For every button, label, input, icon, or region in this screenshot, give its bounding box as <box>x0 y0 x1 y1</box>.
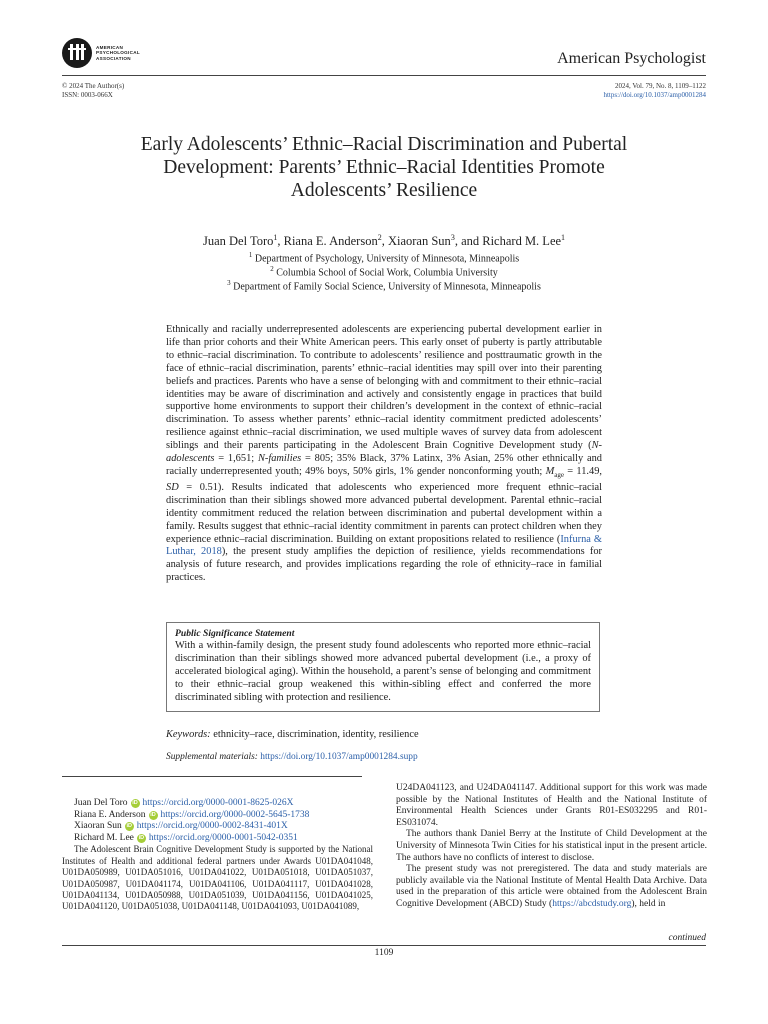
orcid-entry: Juan Del Toro iD https://orcid.org/0000-0001-8625-026X <box>74 798 294 808</box>
funding-note: The Adolescent Brain Cognitive Development Study is supported by the National Institutes of Health and additional federal partners under Awards U01DA041048, U01DA050989, U01DA051016, U01DA041022, U01DA051018, U01DA051037, U01DA050987, U01DA041174, U01DA041106, U01DA041117, U01DA041028, U01DA041134, U01DA050988, U01DA051039, U01DA041156, U01DA041025, U01DA041120, U01DA051038, U01DA041148, U01DA041093, U01DA041089, <box>62 844 373 912</box>
apa-logo-text: AMERICAN PSYCHOLOGICAL ASSOCIATION <box>96 44 140 61</box>
affiliation: $^1$ Department of Psychology, University of Minnesota, Minneapolis <box>248 251 520 265</box>
citation-link[interactable]: Infurna & Luthar, 2018 <box>166 533 602 558</box>
orcid-entry: Riana E. Anderson iD https://orcid.org/0000-0002-5645-1738 <box>74 809 310 820</box>
affiliation: $^2$ Columbia School of Social Work, Columbia University <box>270 265 498 279</box>
author: Richard M. Lee <box>482 234 562 249</box>
acknowledgment-note: The authors thank Daniel Berry at the Institute of Child Development at the University of Minnesota Twin Cities for his statistical input in the present article. The authors have no conflicts of interest to disclose. <box>396 829 707 863</box>
page-number: 1109 <box>374 948 394 958</box>
orcid-icon: iD <box>138 835 145 842</box>
orcid-icon: iD <box>132 800 138 807</box>
issn: ISSN: 0003-066X <box>62 90 113 99</box>
apa-logo <box>62 38 140 68</box>
orcid-entry: Xiaoran Sun iD https://orcid.org/0000-0002-8431-401X <box>74 821 288 832</box>
supplemental-materials: Supplemental materials: https://doi.org/10.1037/amp0001284.supp <box>166 752 418 762</box>
public-significance-heading: Public Significance Statement <box>175 628 295 639</box>
article-title: Early Adolescents’ Ethnic–Racial Discrimination and Pubertal Development: Parents’ Ethnic–Racial Identities Promote Adolescents’ Resilience <box>140 134 628 201</box>
keywords: Keywords: ethnicity–race, discrimination, identity, resilience <box>166 729 419 740</box>
continued-marker: continued <box>668 933 706 943</box>
affiliation: $^3$ Department of Family Social Science, University of Minnesota, Minneapolis <box>227 279 541 293</box>
volume-info: 2024, Vol. 79, No. 8, 1109–1122 <box>614 82 706 90</box>
footnote-divider <box>62 776 362 777</box>
data-availability-note: The present study was not preregistered. The data and study materials are publicly available via the National Institute of Mental Health Data Archive. Data used in the preparation of this article were obtained from the Adolescent Brain Cognitive Development (ABCD) Study (https://abcdstudy.org), held in <box>396 864 707 909</box>
author-list: Juan Del Toro$^1$, Riana E. Anderson$^2$, Xiaoran Sun$^3$, and Richard M. Lee$^1$ <box>202 233 566 249</box>
author-note-right <box>396 783 707 911</box>
public-significance-body: With a within-family design, the present study found adolescents who reported more ethnic–racial discrimination than their siblings showed more advanced pubertal development (i.e., a proxy of accelerated biological aging). Within the household, a parent’s sense of belonging and commitment to their ethnic–racial group weakened this within-sibling effect and conferred the more discriminated sibling with protection and resilience. <box>175 640 591 703</box>
author: Riana E. Anderson <box>283 234 378 249</box>
author: Xiaoran Sun <box>387 234 451 249</box>
orcid-entry: Richard M. Lee iD https://orcid.org/0000-0001-5042-0351 <box>74 832 298 843</box>
journal-name: American Psychologist <box>557 50 706 67</box>
copyright-block <box>62 82 124 99</box>
orcid-link[interactable]: https://orcid.org/0000-0002-5645-1738 <box>160 809 310 820</box>
header-divider <box>62 75 706 76</box>
volume-block <box>603 82 706 99</box>
apa-logo-icon <box>62 38 92 68</box>
orcid-link[interactable]: https://orcid.org/0000-0001-5042-0351 <box>148 832 298 843</box>
abcd-study-link[interactable]: https://abcdstudy.org <box>552 898 632 909</box>
orcid-icon: iD <box>150 811 156 818</box>
public-significance-box <box>166 622 600 712</box>
orcid-icon: iD <box>126 823 133 830</box>
doi-link[interactable]: https://doi.org/10.1037/amp0001284 <box>603 90 706 99</box>
supplemental-link[interactable]: https://doi.org/10.1037/amp0001284.supp <box>260 752 418 762</box>
copyright: © 2024 The Author(s) <box>62 82 125 90</box>
funding-note-continued: U24DA041123, and U24DA041147. Additional support for this work was made possible by the National Institutes of Health and the National Institute of Environmental Health Sciences under Grants R01-ES032295 and R01-ES031074. <box>396 783 707 828</box>
bottom-divider <box>62 945 706 946</box>
author-note-left <box>62 798 373 913</box>
author: Juan Del Toro <box>202 234 274 249</box>
abstract: Ethnically and racially underrepresented adolescents are experiencing pubertal development earlier in life than prior cohorts and their White American peers. This early onset of puberty is partly attributable to ethnic–racial discrimination. To contribute to adolescents’ resilience and posttraumatic growth in the face of ethnic–racial discrimination, parents’ ethnic–racial identities may spill over into their parenting beliefs and practices. Parents who have a sense of belonging with and commitment to their ethnic–racial identities may be aware of discrimination and actively and consistently engage in practices that build supportive home environments to support their children’s development in the context of ethnic–racial discrimination. To assess whether parents’ ethnic–racial identity commitment predicted adolescents’ resilience against ethnic–racial discrimination, we used multiple waves of survey data from adolescent siblings and their parents participating in the Adolescent Brain Cognitive Development study (N-adolescents = 1,651; N-families = 805; 35% Black, 37% Latinx, 3% Asian, 25% other ethnically and racially underrepresented youth; 49% boys, 50% girls, 1% gender nonconforming youth; $M_{age} = 11.49$, SD = 0.51). Results indicated that adolescents who experienced more frequent ethnic–racial discrimination than their siblings showed more advanced pubertal development. Parental ethnic–racial identity commitment reduced the relation between discrimination and pubertal development within a family. Results suggest that ethnic–racial identity commitment in parents can protect children when they experience ethnic–racial discrimination. Building on extant propositions related to resilience (Infurna & Luthar, 2018), the present study amplifies the depiction of resilience, yields recommendations for analysis of future research, and provides implications regarding the role of ethnicity–race in familial practices. <box>166 324 603 584</box>
orcid-link[interactable]: https://orcid.org/0000-0002-8431-401X <box>136 821 288 832</box>
orcid-link[interactable]: https://orcid.org/0000-0001-8625-026X <box>142 798 294 808</box>
